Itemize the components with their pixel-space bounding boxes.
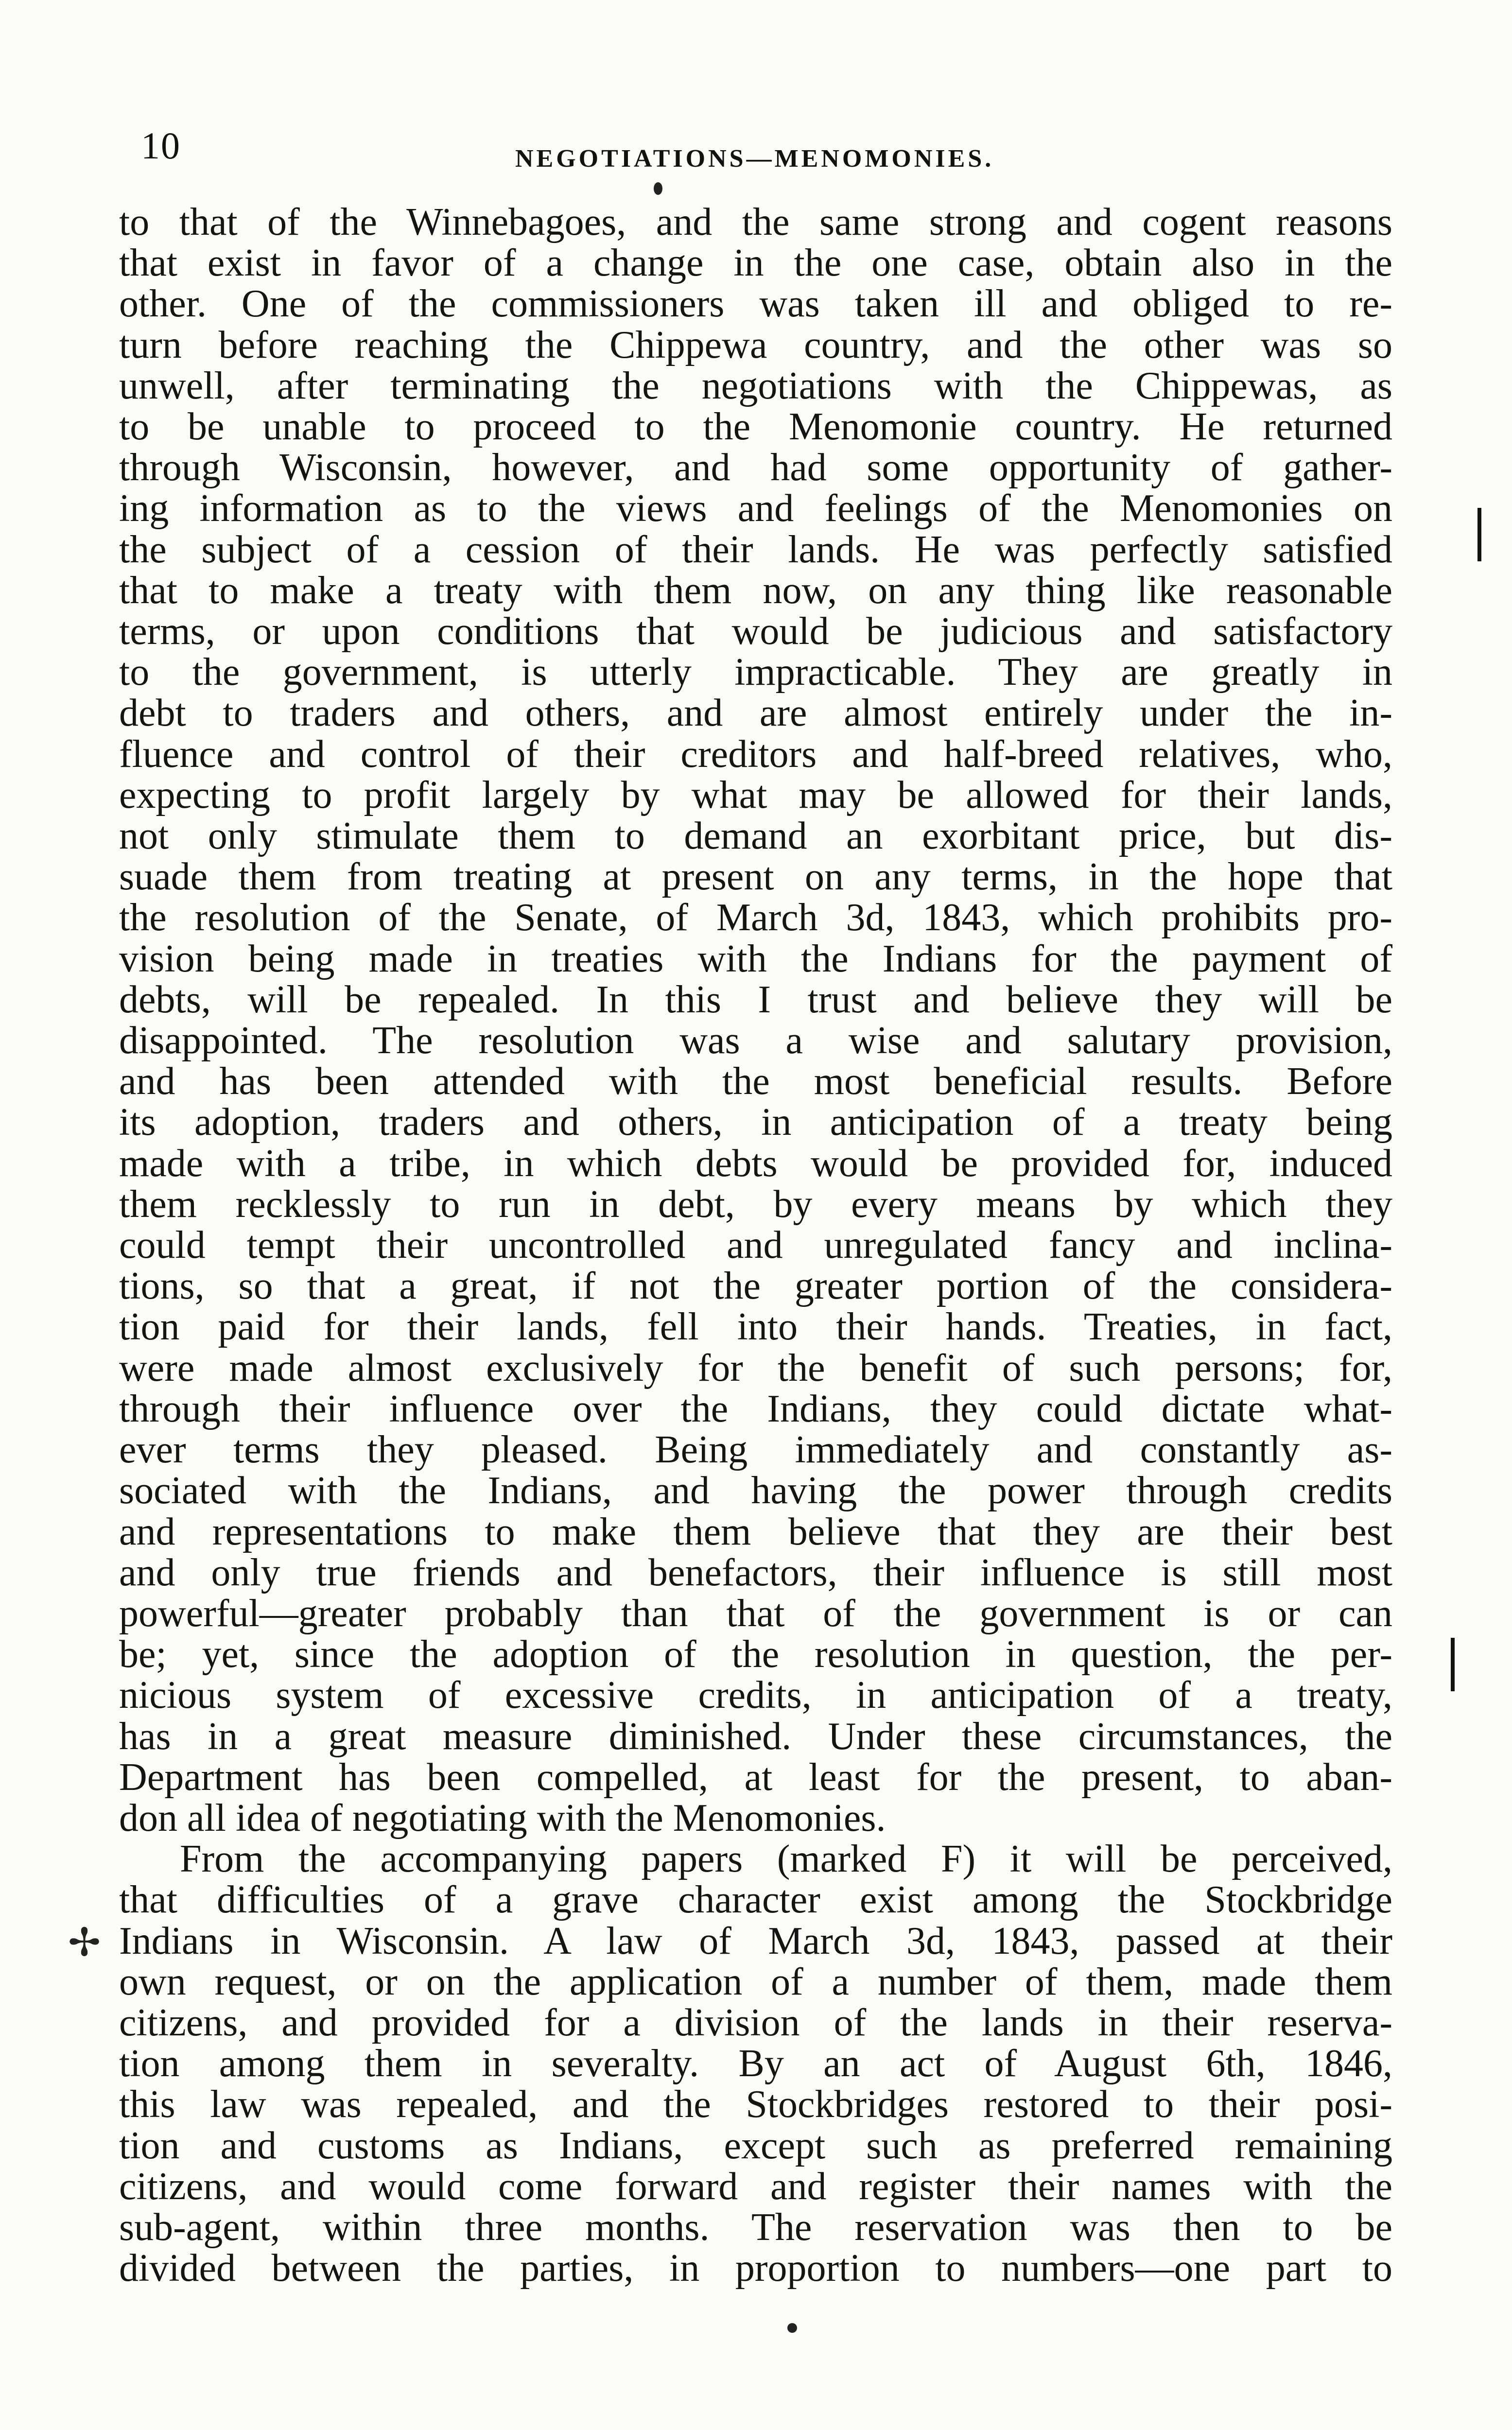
text-line: own request, or on the application of a number of them, made them [119, 1960, 1392, 2003]
text-line: and representations to make them believe that they are their best [119, 1510, 1392, 1553]
text-line: divided between the parties, in proportion to numbers—one part to [119, 2247, 1392, 2290]
text-line: suade them from treating at present on any terms, in the hope that [119, 855, 1392, 899]
text-line: nicious system of excessive credits, in anticipation of a treaty, [119, 1674, 1392, 1717]
text-line: ing information as to the views and feelings of the Menomonies on [119, 487, 1392, 530]
text-line: the subject of a cession of their lands. He was perfectly satisfied [119, 528, 1392, 571]
text-line: disappointed. The resolution was a wise and salutary provision, [119, 1019, 1392, 1062]
text-line: powerful—greater probably than that of the government is or can [119, 1592, 1392, 1635]
text-line: other. One of the commissioners was taken ill and obliged to re- [119, 282, 1392, 326]
margin-cross-mark: ✢ [68, 1920, 101, 1965]
text-line: From the accompanying papers (marked F) it will be perceived, [180, 1838, 1392, 1881]
text-line: that to make a treaty with them now, on any thing like reasonable [119, 569, 1392, 612]
text-line: vision being made in treaties with the Indians for the payment of [119, 937, 1392, 980]
text-line: debts, will be repealed. In this I trust and believe they will be [119, 978, 1392, 1021]
text-line: be; yet, since the adoption of the resolution in question, the per- [119, 1633, 1392, 1676]
text-line: through their influence over the Indians, they could dictate what- [119, 1387, 1392, 1430]
text-line: not only stimulate them to demand an exorbitant price, but dis- [119, 815, 1392, 858]
text-line: turn before reaching the Chippewa country, and the other was so [119, 323, 1392, 366]
text-line: tion among them in severalty. By an act of August 6th, 1846, [119, 2042, 1392, 2085]
page-header [141, 124, 1405, 182]
text-line: don all idea of negotiating with the Menomonies. [119, 1796, 886, 1840]
text-line: terms, or upon conditions that would be judicious and satisfactory [119, 610, 1392, 653]
text-line: made with a tribe, in which debts would be provided for, induced [119, 1142, 1392, 1185]
text-line: through Wisconsin, however, and had some opportunity of gather- [119, 446, 1392, 489]
text-line: sociated with the Indians, and having the power through credits [119, 1469, 1392, 1512]
text-line: has in a great measure diminished. Under these circumstances, the [119, 1715, 1392, 1758]
text-line: unwell, after terminating the negotiations with the Chippewas, as [119, 364, 1392, 407]
text-line: that exist in favor of a change in the one case, obtain also in the [119, 242, 1392, 285]
text-line: sub-agent, within three months. The reservation was then to be [119, 2205, 1392, 2249]
text-line: its adoption, traders and others, in anticipation of a treaty being [119, 1101, 1392, 1144]
text-line: expecting to profit largely by what may be allowed for their lands, [119, 773, 1392, 816]
text-line: tion paid for their lands, fell into their hands. Treaties, in fact, [119, 1305, 1392, 1349]
text-line: them recklessly to run in debt, by every means by which they [119, 1182, 1392, 1226]
text-line: to be unable to proceed to the Menomonie country. He returned [119, 405, 1392, 449]
paragraph-2 [119, 1839, 1392, 2289]
text-line: tions, so that a great, if not the greater portion of the considera- [119, 1265, 1392, 1308]
text-line: to the government, is utterly impracticable. They are greatly in [119, 651, 1392, 694]
text-line: Department has been compelled, at least for the present, to aban- [119, 1755, 1392, 1799]
ink-speck [654, 182, 662, 195]
text-line: tion and customs as Indians, except such as preferred remaining [119, 2124, 1392, 2167]
paragraph-1 [119, 202, 1392, 1839]
margin-bar-mark [1477, 508, 1481, 561]
text-line: and only true friends and benefactors, their influence is still most [119, 1551, 1392, 1594]
text-line: debt to traders and others, and are almost entirely under the in- [119, 692, 1392, 735]
text-line: were made almost exclusively for the benefit of such persons; for, [119, 1346, 1392, 1389]
text-line: citizens, and would come forward and register their names with the [119, 2165, 1392, 2208]
text-line: that difficulties of a grave character exist among the Stockbridge [119, 1878, 1392, 1922]
text-line: the resolution of the Senate, of March 3d, 1843, which prohibits pro- [119, 896, 1392, 939]
ink-speck [787, 2323, 797, 2333]
text-line: and has been attended with the most beneficial results. Before [119, 1060, 1392, 1103]
text-line: Indians in Wisconsin. A law of March 3d, 1843, passed at their [119, 1919, 1392, 1962]
text-line: this law was repealed, and the Stockbridges restored to their posi- [119, 2083, 1392, 2126]
text-line: ever terms they pleased. Being immediately and constantly as- [119, 1428, 1392, 1472]
text-line: could tempt their uncontrolled and unregulated fancy and inclina- [119, 1224, 1392, 1267]
text-line: citizens, and provided for a division of the lands in their reserva- [119, 2001, 1392, 2044]
running-head: NEGOTIATIONS—MENOMONIES. [515, 145, 994, 173]
text-line: to that of the Winnebagoes, and the same strong and cogent reasons [119, 201, 1392, 243]
page-number: 10 [141, 124, 181, 167]
body-text [119, 202, 1392, 2289]
text-line: fluence and control of their creditors and half-breed relatives, who, [119, 732, 1392, 776]
margin-bar-mark [1451, 1638, 1455, 1691]
